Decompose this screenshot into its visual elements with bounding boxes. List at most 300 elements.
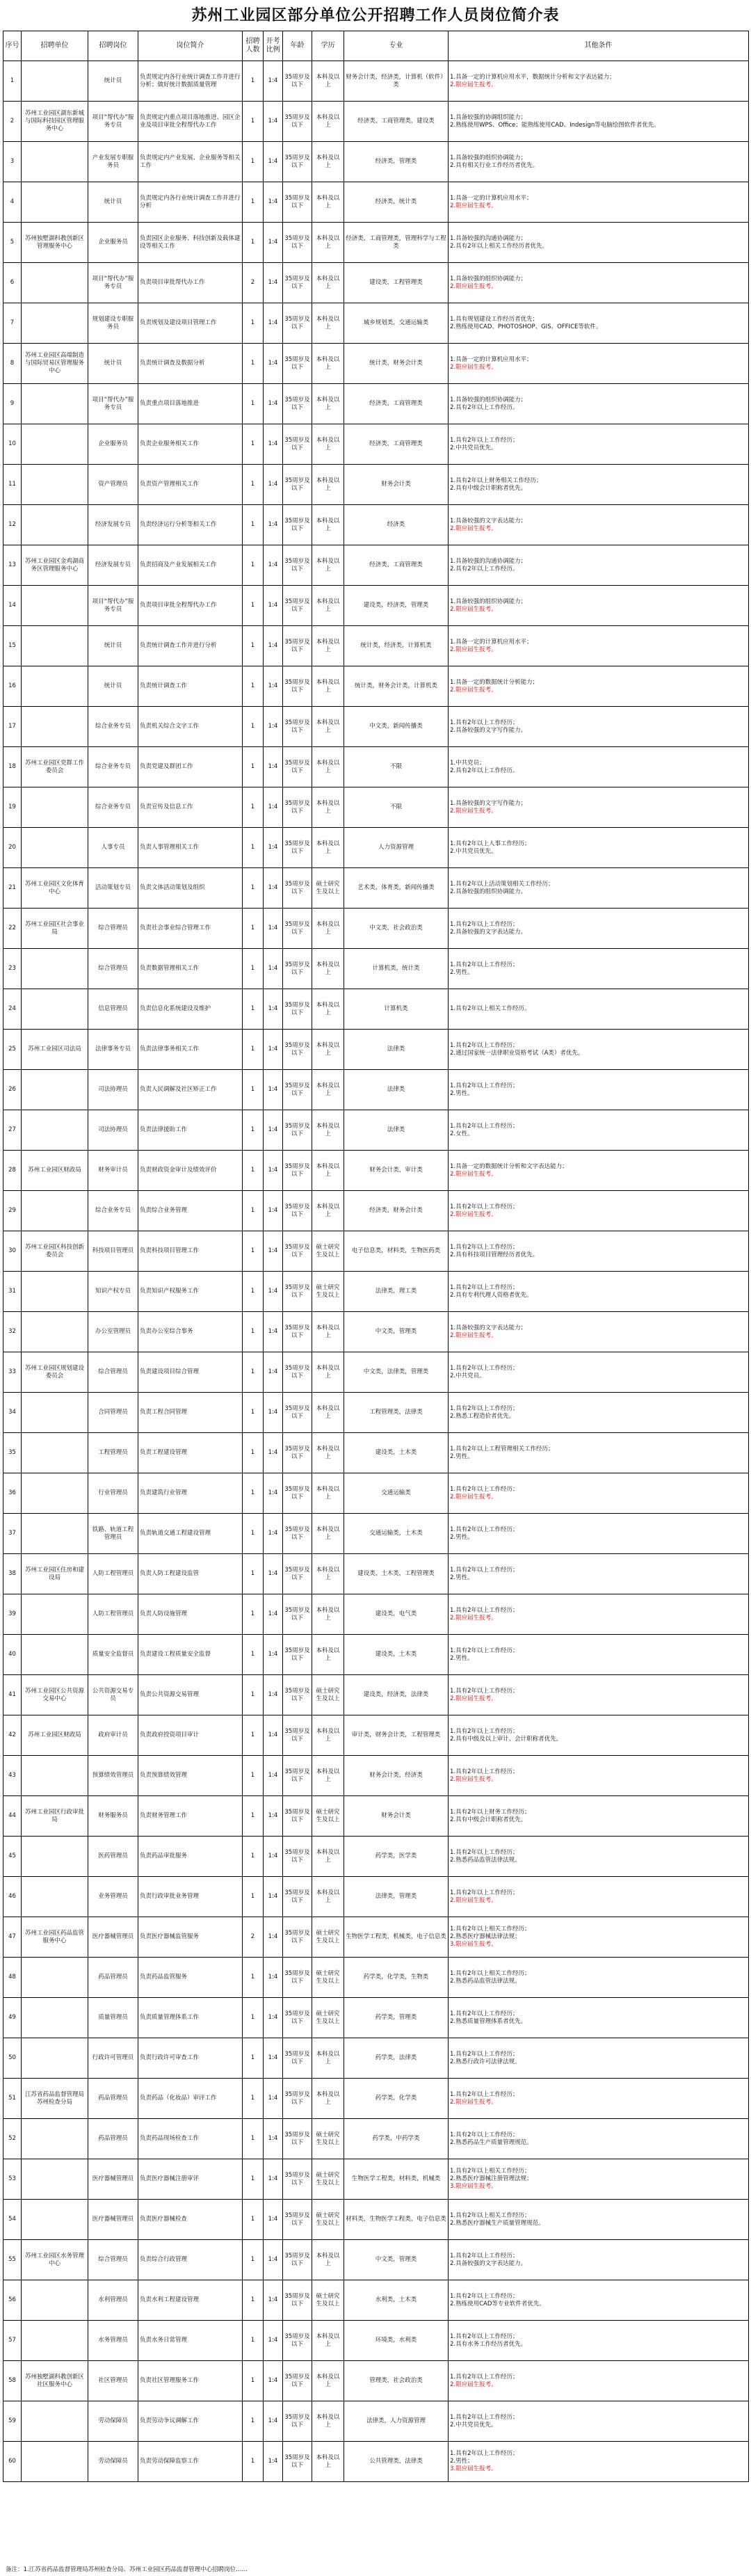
position-description: 负责企业服务相关工作 (138, 424, 243, 465)
requirement-line: 2.限应届生报考。 (450, 605, 497, 613)
position-name: 人防工程管理员 (88, 1594, 138, 1635)
row-number: 49 (3, 1998, 22, 2038)
row-number: 2 (3, 102, 22, 142)
recruiting-unit (22, 1110, 88, 1151)
other-requirements (449, 586, 749, 626)
education: 本科及以上 (312, 1433, 344, 1473)
age-limit: 35周岁及以下 (283, 626, 312, 666)
table-row (3, 586, 749, 626)
other-requirements (449, 787, 749, 828)
headcount: 1 (243, 424, 264, 465)
exam-ratio: 1:4 (264, 828, 283, 868)
exam-ratio: 1:4 (264, 1191, 283, 1231)
position-description: 负责信息化系统建设及维护 (138, 989, 243, 1030)
requirement-line: 1.具有2年以上工作经历； (450, 2252, 519, 2259)
requirement-line: 1.具有2年以上相关工作经历； (450, 1969, 531, 1977)
row-number: 26 (3, 1070, 22, 1110)
table-row (3, 1594, 749, 1635)
position-name: 人防工程管理员 (88, 1554, 138, 1594)
other-requirements (449, 1030, 749, 1070)
age-limit: 35周岁及以下 (283, 1635, 312, 1675)
exam-ratio: 1:4 (264, 102, 283, 142)
position-name: 规划建设专职服务员 (88, 303, 138, 344)
exam-ratio: 1:4 (264, 61, 283, 102)
table-row (3, 1514, 749, 1554)
requirement-line: 2.限应届生报考。 (450, 525, 497, 532)
major: 建设类，土木类 (344, 1635, 449, 1675)
exam-ratio: 1:4 (264, 1151, 283, 1191)
table-row (3, 344, 749, 384)
other-requirements (449, 949, 749, 989)
position-name: 产业发展专职服务员 (88, 142, 138, 182)
major: 药学类，法律类 (344, 2038, 449, 2079)
major: 法律类，管理类 (344, 1877, 449, 1917)
major: 交通运输类，土木类 (344, 1514, 449, 1554)
exam-ratio: 1:4 (264, 1635, 283, 1675)
requirement-line: 2.熟练使用CAD等专业软件者优先。 (450, 2300, 545, 2307)
exam-ratio: 1:4 (264, 2321, 283, 2361)
requirement-line: 2.具备较强的文字表达能力。 (450, 928, 527, 936)
requirement-line: 1.具备一定的数据统计分析和文字表达能力； (450, 1162, 568, 1170)
position-name: 统计员 (88, 626, 138, 666)
education: 本科及以上 (312, 61, 344, 102)
exam-ratio: 1:4 (264, 1514, 283, 1554)
exam-ratio: 1:4 (264, 2401, 283, 2442)
requirement-line: 1.具有2年以上工作经历； (450, 1364, 519, 1372)
row-number: 11 (3, 465, 22, 505)
education: 本科及以上 (312, 2361, 344, 2401)
position-name: 项目“帮代办”服务专员 (88, 384, 138, 424)
row-number: 18 (3, 747, 22, 787)
requirement-line: 2.具有2年以上工作经历。 (450, 767, 519, 774)
position-description: 负责办公室综合事务 (138, 1312, 243, 1352)
major: 统计类，财务会计类 (344, 344, 449, 384)
requirement-line: 3.限应届生报考。 (450, 2183, 497, 2190)
header-no: 序号 (3, 31, 22, 61)
major: 中文类，社会政治类 (344, 909, 449, 949)
age-limit: 35周岁及以下 (283, 1958, 312, 1998)
other-requirements (449, 142, 749, 182)
exam-ratio: 1:4 (264, 2079, 283, 2119)
exam-ratio: 1:4 (264, 384, 283, 424)
requirement-line: 2.限应届生报考。 (450, 1331, 497, 1339)
education: 本科及以上 (312, 707, 344, 747)
major: 经济类，财务会计类 (344, 1191, 449, 1231)
headcount: 1 (243, 1312, 264, 1352)
position-name: 统计员 (88, 666, 138, 707)
requirement-line: 2.限应届生报考。 (450, 2381, 497, 2388)
requirement-line: 2.中共党员。 (450, 1372, 485, 1379)
position-name: 药品管理员 (88, 2119, 138, 2159)
age-limit: 35周岁及以下 (283, 666, 312, 707)
requirement-line: 2.男性。 (450, 1089, 474, 1097)
major: 法律类，理工类 (344, 1272, 449, 1312)
header-req: 其他条件 (449, 31, 749, 61)
age-limit: 35周岁及以下 (283, 2240, 312, 2280)
table-row (3, 868, 749, 909)
requirement-line: 1.具备一定的计算机应用水平； (450, 355, 533, 363)
row-number: 8 (3, 344, 22, 384)
page-title: 苏州工业园区部分单位公开招聘工作人员岗位简介表 (191, 6, 560, 24)
requirement-line: 2.男性。 (450, 1533, 474, 1541)
education: 硕士研究生及以上 (312, 1917, 344, 1958)
exam-ratio: 1:4 (264, 1594, 283, 1635)
other-requirements (449, 384, 749, 424)
position-description: 负责药品（化妆品）审评工作 (138, 2079, 243, 2119)
education: 本科及以上 (312, 303, 344, 344)
position-description: 负责人防工程建设监管 (138, 1554, 243, 1594)
row-number: 38 (3, 1554, 22, 1594)
headcount: 1 (243, 1998, 264, 2038)
headcount: 1 (243, 1393, 264, 1433)
position-description: 负责行政审批业务管理 (138, 1877, 243, 1917)
requirement-line: 2.具备较强的文字写作能力。 (450, 726, 527, 734)
requirement-line: 1.具有2年以上工程管理相关工作经历； (450, 1445, 554, 1453)
table-row (3, 2119, 749, 2159)
recruiting-unit (22, 1473, 88, 1514)
other-requirements (449, 909, 749, 949)
position-name: 经济发展专员 (88, 545, 138, 586)
header-major: 专业 (344, 31, 449, 61)
headcount: 1 (243, 2119, 264, 2159)
recruiting-unit (22, 949, 88, 989)
recruiting-unit (22, 1433, 88, 1473)
education: 本科及以上 (312, 2240, 344, 2280)
headcount: 1 (243, 182, 264, 223)
other-requirements (449, 465, 749, 505)
headcount: 1 (243, 2280, 264, 2321)
age-limit: 35周岁及以下 (283, 909, 312, 949)
other-requirements (449, 505, 749, 545)
headcount: 1 (243, 949, 264, 989)
headcount: 1 (243, 1433, 264, 1473)
row-number: 6 (3, 263, 22, 303)
headcount: 1 (243, 2321, 264, 2361)
headcount: 1 (243, 1675, 264, 1715)
table-row (3, 2361, 749, 2401)
requirement-line: 1.具备一定的数据统计分析能力； (450, 678, 539, 686)
other-requirements (449, 2401, 749, 2442)
exam-ratio: 1:4 (264, 909, 283, 949)
row-number: 56 (3, 2280, 22, 2321)
other-requirements (449, 182, 749, 223)
requirement-line: 2.熟悉医疗器械法律法规； (450, 1933, 521, 1940)
other-requirements (449, 626, 749, 666)
table-row (3, 2401, 749, 2442)
major: 管理类，社会政治类 (344, 2361, 449, 2401)
position-description: 负责项目审批帮代办工作 (138, 263, 243, 303)
education: 本科及以上 (312, 1756, 344, 1796)
position-name: 综合业务专员 (88, 787, 138, 828)
requirement-line: 1.具有2年以上工作经历； (450, 1122, 519, 1130)
requirement-line: 2.男性。 (450, 968, 474, 976)
requirement-line: 2.限应届生报考。 (450, 1896, 497, 1904)
recruiting-unit (22, 1312, 88, 1352)
table-row (3, 2321, 749, 2361)
education: 硕士研究生及以上 (312, 1231, 344, 1272)
education: 本科及以上 (312, 142, 344, 182)
position-description: 负责预算绩效管理 (138, 1756, 243, 1796)
headcount: 1 (243, 1635, 264, 1675)
exam-ratio: 1:4 (264, 465, 283, 505)
row-number: 43 (3, 1756, 22, 1796)
education: 本科及以上 (312, 545, 344, 586)
position-name: 司法协理员 (88, 1070, 138, 1110)
other-requirements (449, 263, 749, 303)
headcount: 1 (243, 2361, 264, 2401)
major: 经济类，工商管理类，建设类 (344, 102, 449, 142)
other-requirements (449, 2280, 749, 2321)
education: 本科及以上 (312, 1715, 344, 1756)
education: 本科及以上 (312, 182, 344, 223)
education: 本科及以上 (312, 384, 344, 424)
row-number: 17 (3, 707, 22, 747)
age-limit: 35周岁及以下 (283, 384, 312, 424)
headcount: 1 (243, 1715, 264, 1756)
requirement-line: 1.具备较强的文字表达能力； (450, 517, 527, 525)
row-number: 13 (3, 545, 22, 586)
position-name: 综合业务专员 (88, 1191, 138, 1231)
position-description: 负责药品监管服务 (138, 1958, 243, 1998)
requirement-line: 2.熟练使用CAD、PHOTOSHOP、GIS、OFFICE等软件。 (450, 323, 602, 330)
position-description: 负责统计调查工作 (138, 666, 243, 707)
requirement-line: 1.具有2年以上工作经历； (450, 920, 519, 928)
row-number: 53 (3, 2159, 22, 2200)
position-name: 预算绩效管理员 (88, 1756, 138, 1796)
position-name: 统计员 (88, 61, 138, 102)
table-row (3, 424, 749, 465)
age-limit: 35周岁及以下 (283, 2442, 312, 2482)
table-row (3, 1352, 749, 1393)
recruiting-unit: 苏州工业园区行政审批局 (22, 1796, 88, 1837)
headcount: 1 (243, 828, 264, 868)
row-number: 10 (3, 424, 22, 465)
row-number: 46 (3, 1877, 22, 1917)
major: 药学类，中药学类 (344, 2119, 449, 2159)
row-number: 52 (3, 2119, 22, 2159)
headcount: 1 (243, 1958, 264, 1998)
row-number: 30 (3, 1231, 22, 1272)
table-row (3, 1110, 749, 1151)
header-num: 招聘人数 (243, 31, 264, 61)
education: 本科及以上 (312, 2079, 344, 2119)
major: 不限 (344, 747, 449, 787)
position-description: 负责药品现场检查工作 (138, 2119, 243, 2159)
row-number: 37 (3, 1514, 22, 1554)
education: 硕士研究生及以上 (312, 2159, 344, 2200)
age-limit: 35周岁及以下 (283, 1594, 312, 1635)
table-row (3, 2159, 749, 2200)
headcount: 1 (243, 545, 264, 586)
education: 本科及以上 (312, 1030, 344, 1070)
row-number: 33 (3, 1352, 22, 1393)
age-limit: 35周岁及以下 (283, 1917, 312, 1958)
education: 本科及以上 (312, 1352, 344, 1393)
position-description: 负责机关综合文字工作 (138, 707, 243, 747)
row-number: 23 (3, 949, 22, 989)
headcount: 1 (243, 909, 264, 949)
age-limit: 35周岁及以下 (283, 1030, 312, 1070)
other-requirements (449, 1756, 749, 1796)
table-row (3, 666, 749, 707)
education: 本科及以上 (312, 828, 344, 868)
requirement-line: 1.具有2年以上工作经历； (450, 2292, 519, 2300)
row-number: 5 (3, 223, 22, 263)
requirement-line: 2.熟练使用WPS、Office；能熟练使用CAD、Indesign等电脑绘图软件者优先。 (450, 121, 660, 129)
table-body (3, 61, 749, 2482)
recruiting-unit: 苏州工业园区财政局 (22, 1151, 88, 1191)
exam-ratio: 1:4 (264, 2159, 283, 2200)
major: 法律类 (344, 1070, 449, 1110)
requirement-line: 2.限应届生报考。 (450, 2098, 497, 2106)
requirement-line: 2.具有科技项目管理经历者优先。 (450, 1251, 539, 1258)
row-number: 54 (3, 2200, 22, 2240)
position-name: 项目“帮代办”服务专员 (88, 263, 138, 303)
education: 本科及以上 (312, 465, 344, 505)
major: 药学类，化学类，生物类 (344, 1958, 449, 1998)
education: 本科及以上 (312, 949, 344, 989)
age-limit: 35周岁及以下 (283, 949, 312, 989)
position-description: 负责人民调解及社区矫正工作 (138, 1070, 243, 1110)
age-limit: 35周岁及以下 (283, 1191, 312, 1231)
major: 工程管理类，法律类 (344, 1393, 449, 1433)
position-name: 综合管理员 (88, 1352, 138, 1393)
headcount: 1 (243, 747, 264, 787)
exam-ratio: 1:4 (264, 545, 283, 586)
recruiting-unit (22, 263, 88, 303)
position-description: 负责宣传及信息工作 (138, 787, 243, 828)
major: 财务会计类 (344, 465, 449, 505)
major: 法律类 (344, 1030, 449, 1070)
exam-ratio: 1:4 (264, 1554, 283, 1594)
row-number: 14 (3, 586, 22, 626)
requirement-line: 2.具有中级及以上审计、会计职称者优先。 (450, 1735, 563, 1743)
exam-ratio: 1:4 (264, 586, 283, 626)
recruiting-unit (22, 142, 88, 182)
education: 硕士研究生及以上 (312, 2119, 344, 2159)
major: 经济类，管理类 (344, 142, 449, 182)
recruiting-unit (22, 1635, 88, 1675)
requirement-line: 1.具有2年以上工作经历； (450, 1727, 519, 1735)
recruiting-unit (22, 1393, 88, 1433)
position-description: 负责资产管理相关工作 (138, 465, 243, 505)
row-number: 1 (3, 61, 22, 102)
other-requirements (449, 2361, 749, 2401)
education: 硕士研究生及以上 (312, 1272, 344, 1312)
other-requirements (449, 1231, 749, 1272)
headcount: 1 (243, 344, 264, 384)
requirement-line: 2.熟悉工程造价者优先。 (450, 1412, 515, 1420)
recruiting-unit (22, 707, 88, 747)
age-limit: 35周岁及以下 (283, 1272, 312, 1312)
row-number: 36 (3, 1473, 22, 1514)
other-requirements (449, 1110, 749, 1151)
requirement-line: 1.具有2年以上工作经历； (450, 1526, 519, 1533)
other-requirements (449, 1635, 749, 1675)
headcount: 1 (243, 303, 264, 344)
requirement-line: 2.限应届生报考。 (450, 646, 497, 653)
row-number: 60 (3, 2442, 22, 2482)
requirement-line: 2.中共党员优先。 (450, 444, 497, 451)
education: 本科及以上 (312, 1554, 344, 1594)
position-description: 负责园区企业服务、科技创新及载体建设等相关工作 (138, 223, 243, 263)
requirement-line: 1.具有2年以上工作经历； (450, 1405, 519, 1412)
requirement-line: 1.具有2年以上工作经历； (450, 1889, 519, 1896)
education: 本科及以上 (312, 1191, 344, 1231)
age-limit: 35周岁及以下 (283, 424, 312, 465)
education: 本科及以上 (312, 626, 344, 666)
row-number: 44 (3, 1796, 22, 1837)
age-limit: 35周岁及以下 (283, 1433, 312, 1473)
education: 硕士研究生及以上 (312, 868, 344, 909)
row-number: 31 (3, 1272, 22, 1312)
requirement-line: 2.中共党员优先。 (450, 2421, 497, 2429)
education: 本科及以上 (312, 1473, 344, 1514)
exam-ratio: 1:4 (264, 1433, 283, 1473)
requirement-line: 1.具有2年以上工作经历； (450, 2131, 519, 2138)
table-row (3, 1837, 749, 1877)
headcount: 1 (243, 1070, 264, 1110)
position-description: 负责劳动保障监察工作 (138, 2442, 243, 2482)
table-header-row (3, 31, 749, 61)
requirement-line: 1.具备一定的计算机应用水平； (450, 638, 533, 646)
age-limit: 35周岁及以下 (283, 1756, 312, 1796)
recruiting-unit (22, 1756, 88, 1796)
position-name: 综合业务专员 (88, 707, 138, 747)
exam-ratio: 1:4 (264, 626, 283, 666)
recruiting-unit: 苏州工业园区社会事业局 (22, 909, 88, 949)
exam-ratio: 1:4 (264, 1110, 283, 1151)
recruiting-unit (22, 1594, 88, 1635)
requirement-line: 1.具有2年以上工作经历； (450, 1203, 519, 1210)
major: 生物医学工程类，机械类，电子信息类 (344, 1917, 449, 1958)
education: 本科及以上 (312, 1110, 344, 1151)
major: 统计类，经济类，计算机类 (344, 626, 449, 666)
position-name: 统计员 (88, 182, 138, 223)
position-description: 负责数据管理相关工作 (138, 949, 243, 989)
education: 硕士研究生及以上 (312, 1675, 344, 1715)
major: 建设类，经济类，管理类 (344, 586, 449, 626)
position-description: 负责经济运行分析等相关工作 (138, 505, 243, 545)
positions-table (3, 31, 749, 2482)
requirement-line: 2.通过国家统一法律职业资格考试（A类）者优先。 (450, 1049, 584, 1057)
position-description: 负责项目审批全程帮代办工作 (138, 586, 243, 626)
position-description: 负责知识产权服务工作 (138, 1272, 243, 1312)
row-number: 58 (3, 2361, 22, 2401)
table-row (3, 909, 749, 949)
major: 公共管理类，法律类 (344, 2442, 449, 2482)
position-name: 行政许可管理员 (88, 2038, 138, 2079)
headcount: 1 (243, 707, 264, 747)
education: 本科及以上 (312, 909, 344, 949)
education: 本科及以上 (312, 223, 344, 263)
major: 经济类，统计类 (344, 182, 449, 223)
position-description: 负责医疗器械注册审评 (138, 2159, 243, 2200)
other-requirements (449, 2321, 749, 2361)
table-row (3, 1433, 749, 1473)
position-name: 人事专员 (88, 828, 138, 868)
headcount: 1 (243, 1877, 264, 1917)
table-row (3, 1635, 749, 1675)
row-number: 27 (3, 1110, 22, 1151)
requirement-line: 1.具有2年以上工作经历； (450, 1848, 519, 1856)
headcount: 1 (243, 142, 264, 182)
recruiting-unit (22, 182, 88, 223)
position-description: 负责法律事务相关工作 (138, 1030, 243, 1070)
headcount: 1 (243, 1756, 264, 1796)
other-requirements (449, 2119, 749, 2159)
table-row (3, 1393, 749, 1433)
